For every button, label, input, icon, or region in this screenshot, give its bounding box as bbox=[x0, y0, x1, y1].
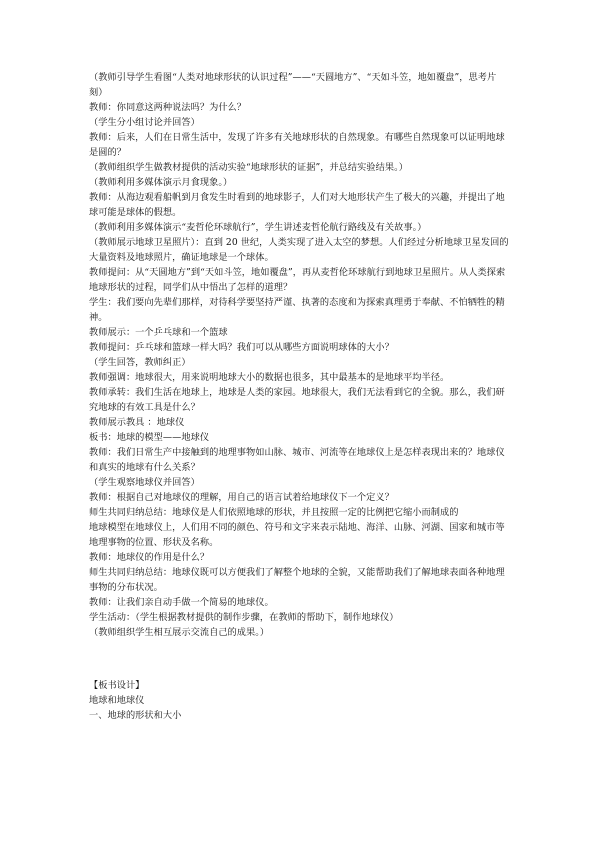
section-gap bbox=[89, 640, 509, 678]
paragraph: （教师展示地球卫星照片）：直到 20 世纪，人类实现了进入太空的梦想。人们经过分析地球卫星发回的大量资料及地球照片，确证地球是一个球体。 bbox=[89, 237, 509, 263]
paragraph: 教师展示教具 ：地球仪 bbox=[89, 417, 185, 428]
paragraph: （教师组织学生做教材提供的活动实验“地球形状的证据”，并总结实验结果。） bbox=[89, 162, 408, 173]
paragraph: 教师：从海边观看船帆到月食发生时看到的地球影子，人们对大地形状产生了极大的兴趣，并提出了地球可能是球体的假想。 bbox=[89, 192, 505, 218]
lesson-text bbox=[89, 70, 509, 723]
paragraph: 学生：我们要向先辈们那样，对待科学要坚持严谨、执著的态度和为探索真理勇于奉献、不怕牺牲的精神。 bbox=[89, 297, 505, 323]
paragraph: 教师：我们日常生产中接触到的地理事物如山脉、城市、河流等在地球仪上是怎样表现出来的？地球仪和真实的地球有什么关系？ bbox=[89, 447, 505, 473]
paragraph: 教师：根据自己对地球仪的理解，用自己的语言试着给地球仪下一个定义？ bbox=[89, 492, 394, 503]
paragraph: 教师：让我们亲自动手做一个简易的地球仪。 bbox=[89, 597, 274, 608]
paragraph: （教师利用多媒体演示“麦哲伦环球航行”，学生讲述麦哲伦航行路线及有关故事。） bbox=[89, 222, 427, 233]
paragraph: 教师提问：乒乓球和篮球一样大吗？我们可以从哪些方面说明球体的大小？ bbox=[89, 342, 394, 353]
paragraph: 教师强调：地球很大，用来说明地球大小的数据也很多，其中最基本的是地球平均半径。 bbox=[89, 372, 450, 383]
paragraph: 师生共同归纳总结：地球仪是人们依照地球的形状，并且按照一定的比例把它缩小而制成的 bbox=[89, 507, 459, 518]
paragraph: （学生观察地球仪并回答） bbox=[89, 477, 200, 488]
paragraph: 地球模型在地球仪上，人们用不同的颜色、符号和文字来表示陆地、海洋、山脉、河湖、国家和城市等地理事物的位置、形状及名称。 bbox=[89, 522, 505, 548]
paragraph: （学生分小组讨论并回答） bbox=[89, 117, 200, 128]
paragraph: 教师承转：我们生活在地球上，地球是人类的家园。地球很大，我们无法看到它的全貌。那么，我们研究地球的有效工具是什么？ bbox=[89, 387, 505, 413]
paragraph: （教师引导学生看图“人类对地球形状的认识过程”——“天圆地方”、“天如斗笠，地如覆盘”，思考片刻） bbox=[89, 72, 497, 98]
paragraph: （学生回答，教师纠正） bbox=[89, 357, 191, 368]
paragraph: 教师提问：从“天圆地方”到“天如斗笠，地如覆盘”，再从麦哲伦环球航行到地球卫星照片。从人类探索地球形状的过程，同学们从中悟出了怎样的道理？ bbox=[89, 267, 506, 293]
paragraph: 教师：后来，人们在日常生活中，发现了许多有关地球形状的自然现象。有哪些自然现象可以证明地球是圆的？ bbox=[89, 132, 505, 158]
paragraph: 教师：你同意这两种说法吗？为什么？ bbox=[89, 102, 247, 113]
paragraph: 教师：地球仪的作用是什么？ bbox=[89, 552, 210, 563]
paragraph: 师生共同归纳总结：地球仪既可以方便我们了解整个地球的全貌，又能帮助我们了解地球表面各种地理事物的分布状况。 bbox=[89, 567, 505, 593]
board-design-heading: 【板书设计】 bbox=[89, 680, 145, 691]
board-design-line: 地球和地球仪 bbox=[89, 695, 145, 706]
paragraph: 教师展示：一个乒乓球和一个篮球 bbox=[89, 327, 228, 338]
board-design-line: 一、地球的形状和大小 bbox=[89, 710, 182, 721]
paragraph: （教师利用多媒体演示月食现象。） bbox=[89, 177, 233, 188]
paragraph: 学生活动：（学生根据教材提供的制作步骤，在教师的帮助下，制作地球仪） bbox=[89, 612, 399, 623]
paragraph: （教师组织学生相互展示交流自己的成果。） bbox=[89, 627, 270, 638]
paragraph: 板书：地球的模型——地球仪 bbox=[89, 432, 210, 443]
